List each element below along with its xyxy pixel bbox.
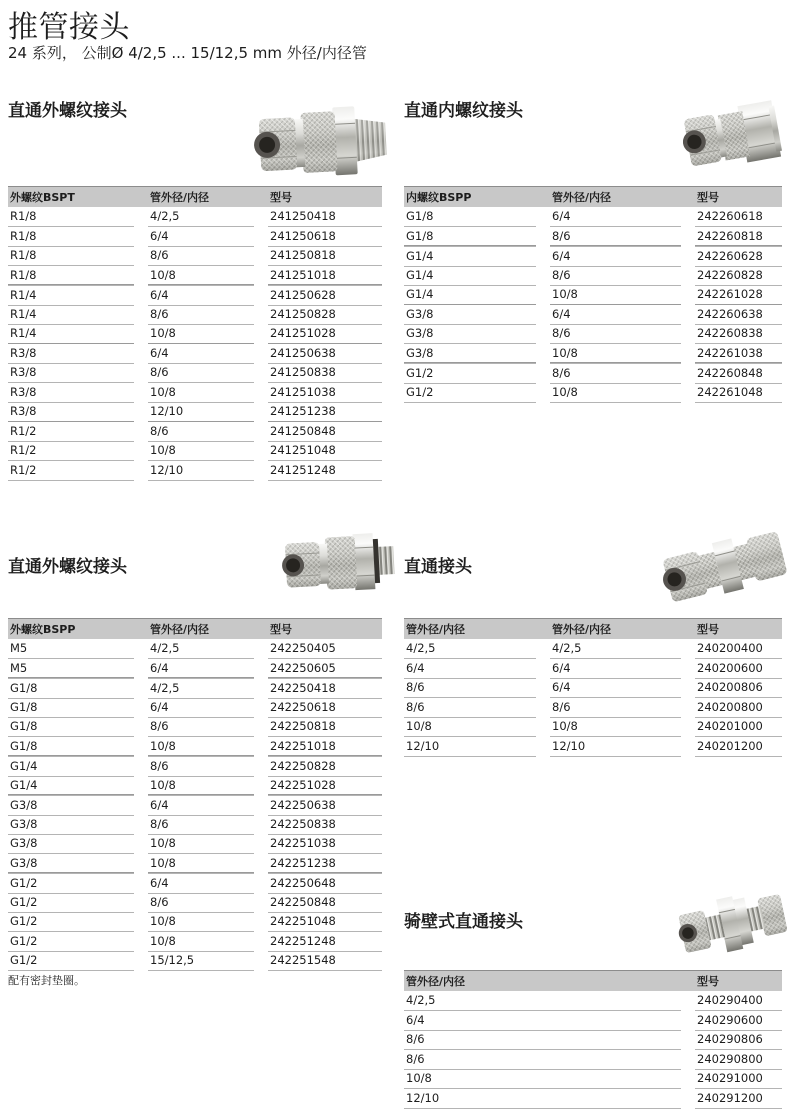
table-cell: G1/8	[8, 677, 134, 699]
table-cell: 242261038	[695, 343, 782, 364]
table-cell: G1/2	[8, 951, 134, 972]
products-table	[404, 618, 782, 756]
table-cell: M5	[8, 658, 134, 679]
table-row	[8, 659, 382, 679]
table-cell: 242251028	[268, 775, 382, 796]
table-cell: 6/4	[148, 658, 254, 679]
table-header-row	[404, 618, 782, 639]
table-cell: 6/4	[148, 794, 254, 816]
table-cell: R3/8	[8, 363, 134, 384]
table-cell: 10/8	[550, 343, 681, 364]
table-cell: 8/6	[550, 265, 681, 286]
table-row	[404, 227, 782, 247]
table-cell: G1/2	[404, 362, 536, 384]
table-row	[8, 324, 382, 344]
table-cell: 6/4	[550, 658, 681, 679]
table-row	[8, 344, 382, 364]
table-row	[404, 305, 782, 325]
table-cell: 6/4	[148, 872, 254, 894]
column-header: 型号	[697, 191, 719, 204]
section-straight-union	[404, 525, 782, 765]
table-cell: 240200800	[695, 697, 782, 718]
table-cell: 242260838	[695, 324, 782, 345]
table-cell: 12/10	[550, 736, 681, 757]
table-row	[404, 363, 782, 383]
table-cell: 8/6	[550, 362, 681, 384]
table-row	[404, 1050, 782, 1070]
table-cell: 242261048	[695, 382, 782, 403]
table-cell: 241251018	[268, 265, 382, 286]
table-cell: R1/2	[8, 441, 134, 462]
table-cell: 10/8	[148, 441, 254, 462]
table-cell: 8/6	[148, 421, 254, 443]
table-cell: G1/8	[404, 226, 536, 247]
table-row	[404, 383, 782, 403]
column-header: 管外径/内径	[406, 623, 466, 636]
table-row	[404, 659, 782, 679]
table-cell: 6/4	[148, 284, 254, 306]
table-cell: G1/4	[404, 285, 536, 306]
table-cell: 12/10	[148, 460, 254, 481]
table-cell: 242251038	[268, 834, 382, 855]
table-cell: 8/6	[404, 678, 536, 699]
table-row	[404, 1089, 782, 1109]
table-cell: 240200806	[695, 678, 782, 699]
table-cell: 8/6	[148, 814, 254, 835]
table-cell: 4/2,5	[550, 639, 681, 660]
table-cell: 242250638	[268, 794, 382, 816]
table-cell: G3/8	[8, 834, 134, 855]
table-cell: 6/4	[148, 343, 254, 365]
section-title: 骑壁式直通接头	[404, 912, 523, 932]
table-header-row	[8, 186, 382, 207]
table-cell: R1/4	[8, 284, 134, 306]
section-title: 直通接头	[404, 557, 472, 577]
table-cell: 6/4	[404, 1010, 681, 1031]
table-cell: G1/8	[8, 736, 134, 757]
table-row	[8, 678, 382, 698]
table-cell: 8/6	[404, 1049, 681, 1070]
table-row	[8, 951, 382, 971]
section-straight-male-bspt	[8, 96, 382, 496]
table-header-row	[404, 186, 782, 207]
table-cell: 8/6	[148, 755, 254, 777]
table-cell: 6/4	[550, 245, 681, 267]
table-row	[8, 285, 382, 305]
table-cell: 10/8	[550, 382, 681, 403]
table-row	[8, 776, 382, 796]
table-cell: R3/8	[8, 402, 134, 423]
table-cell: 241250618	[268, 226, 382, 247]
section-title: 直通外螺纹接头	[8, 557, 127, 577]
table-row	[8, 402, 382, 422]
table-cell: 240290806	[695, 1030, 782, 1051]
table-row	[8, 737, 382, 757]
column-header: 管外径/内径	[552, 191, 612, 204]
table-cell: 241250638	[268, 343, 382, 365]
page-title: 推管接头	[8, 10, 130, 45]
fitting-photo-bulkhead-union	[677, 887, 789, 960]
table-cell: G3/8	[404, 343, 536, 364]
table-cell: 8/6	[148, 892, 254, 913]
table-cell: G1/8	[8, 717, 134, 738]
column-header: 型号	[270, 623, 292, 636]
table-cell: G1/2	[8, 912, 134, 933]
table-row	[404, 266, 782, 286]
table-row	[404, 698, 782, 718]
column-header: 型号	[697, 623, 719, 636]
table-cell: 240200600	[695, 658, 782, 679]
table-cell: R1/8	[8, 265, 134, 286]
table-cell: R1/2	[8, 460, 134, 481]
table-cell: G3/8	[8, 814, 134, 835]
column-header: 管外径/内径	[150, 191, 210, 204]
table-cell: 8/6	[404, 697, 536, 718]
fitting-photo-male-bspp-seal	[280, 525, 396, 601]
table-cell: 241250848	[268, 421, 382, 443]
table-row	[8, 717, 382, 737]
column-header: 管外径/内径	[406, 975, 466, 988]
fitting-photo-union	[660, 527, 788, 607]
table-cell: 241251248	[268, 460, 382, 481]
table-cell: 10/8	[148, 324, 254, 345]
table-cell: 242250618	[268, 697, 382, 718]
table-row	[8, 363, 382, 383]
fitting-photo-male-bspt	[252, 96, 392, 188]
table-row	[8, 422, 382, 442]
table-cell: 241251038	[268, 382, 382, 403]
products-table	[404, 186, 782, 402]
table-row	[8, 441, 382, 461]
table-cell: 8/6	[550, 226, 681, 247]
table-cell: R1/2	[8, 421, 134, 443]
section-title: 直通内螺纹接头	[404, 101, 523, 121]
table-row	[8, 227, 382, 247]
table-cell: 241251048	[268, 441, 382, 462]
table-cell: 12/10	[404, 736, 536, 757]
table-row	[404, 991, 782, 1011]
table-row	[8, 912, 382, 932]
table-cell: 241250838	[268, 363, 382, 384]
table-cell: G3/8	[404, 304, 536, 326]
table-cell: 242260828	[695, 265, 782, 286]
table-cell: G1/8	[404, 207, 536, 228]
table-cell: 10/8	[148, 853, 254, 874]
column-header: 管外径/内径	[552, 623, 612, 636]
table-cell: G1/2	[8, 892, 134, 913]
table-row	[8, 834, 382, 854]
table-cell: R1/8	[8, 246, 134, 267]
table-cell: 242260638	[695, 304, 782, 326]
table-cell: M5	[8, 639, 134, 660]
table-cell: 242250848	[268, 892, 382, 913]
table-row	[8, 266, 382, 286]
table-cell: 8/6	[148, 246, 254, 267]
table-cell: 240200400	[695, 639, 782, 660]
table-cell: 240290400	[695, 991, 782, 1012]
table-cell: 10/8	[148, 775, 254, 796]
table-cell: 10/8	[148, 382, 254, 403]
table-row	[8, 246, 382, 266]
table-cell: G1/4	[404, 265, 536, 286]
table-cell: 8/6	[550, 324, 681, 345]
table-header-row	[8, 618, 382, 639]
table-cell: 240291200	[695, 1088, 782, 1109]
table-cell: 241250418	[268, 207, 382, 228]
table-row	[404, 324, 782, 344]
fitting-photo-female-bspp	[683, 96, 783, 176]
table-row	[8, 932, 382, 952]
table-cell: 242250418	[268, 677, 382, 699]
table-cell: 242261028	[695, 285, 782, 306]
table-row	[8, 207, 382, 227]
column-header: 外螺纹BSPP	[10, 623, 76, 636]
products-table	[8, 186, 382, 480]
table-cell: 6/4	[550, 304, 681, 326]
table-row	[8, 815, 382, 835]
table-cell: G1/4	[8, 775, 134, 796]
table-row	[8, 698, 382, 718]
table-cell: 242260628	[695, 245, 782, 267]
table-cell: 242260618	[695, 207, 782, 228]
table-cell: 6/4	[550, 207, 681, 228]
table-cell: R1/8	[8, 226, 134, 247]
table-row	[8, 305, 382, 325]
table-cell: 240290600	[695, 1010, 782, 1031]
table-cell: 10/8	[148, 736, 254, 757]
table-cell: 8/6	[148, 304, 254, 325]
table-cell: 8/6	[148, 363, 254, 384]
table-cell: 242251548	[268, 951, 382, 972]
table-cell: 8/6	[404, 1030, 681, 1051]
products-table	[8, 618, 382, 971]
table-cell: G1/4	[8, 755, 134, 777]
table-row	[8, 639, 382, 659]
table-cell: G1/2	[8, 931, 134, 952]
table-cell: 242251248	[268, 931, 382, 952]
table-row	[404, 285, 782, 305]
seal-footnote: 配有密封垫圈。	[8, 974, 85, 987]
section-bulkhead-union	[404, 885, 782, 1109]
table-cell: 242250838	[268, 814, 382, 835]
table-cell: 8/6	[550, 697, 681, 718]
table-cell: 6/4	[550, 678, 681, 699]
column-header: 内螺纹BSPP	[406, 191, 472, 204]
table-cell: 12/10	[148, 402, 254, 423]
table-cell: G1/2	[404, 382, 536, 403]
table-cell: 240291000	[695, 1069, 782, 1090]
column-header: 外螺纹BSPT	[10, 191, 75, 204]
table-cell: 10/8	[148, 912, 254, 933]
table-cell: 241250818	[268, 246, 382, 267]
table-cell: 242250605	[268, 658, 382, 679]
table-cell: 4/2,5	[148, 207, 254, 228]
table-row	[404, 678, 782, 698]
table-cell: 242251048	[268, 912, 382, 933]
table-row	[404, 344, 782, 364]
table-cell: G1/4	[404, 245, 536, 267]
table-cell: 241251238	[268, 402, 382, 423]
table-cell: 10/8	[404, 1069, 681, 1090]
table-row	[8, 756, 382, 776]
table-row	[8, 383, 382, 403]
table-row	[404, 207, 782, 227]
table-row	[404, 639, 782, 659]
table-cell: 242251238	[268, 853, 382, 874]
table-cell: G3/8	[404, 324, 536, 345]
table-cell: 15/12,5	[148, 951, 254, 972]
table-cell: 240290800	[695, 1049, 782, 1070]
table-cell: 6/4	[148, 226, 254, 247]
table-cell: 242251018	[268, 736, 382, 757]
table-cell: 241250828	[268, 304, 382, 325]
table-cell: 242260818	[695, 226, 782, 247]
products-table	[404, 970, 782, 1108]
section-title: 直通外螺纹接头	[8, 101, 127, 121]
table-cell: R3/8	[8, 382, 134, 403]
table-cell: 10/8	[148, 931, 254, 952]
table-cell: 241251028	[268, 324, 382, 345]
table-cell: R3/8	[8, 343, 134, 365]
table-cell: 4/2,5	[404, 991, 681, 1012]
table-cell: 242250828	[268, 755, 382, 777]
table-cell: 4/2,5	[148, 639, 254, 660]
table-row	[404, 737, 782, 757]
table-cell: 8/6	[148, 717, 254, 738]
column-header: 型号	[270, 191, 292, 204]
column-header: 管外径/内径	[150, 623, 210, 636]
table-row	[404, 1069, 782, 1089]
column-header: 型号	[697, 975, 719, 988]
table-row	[8, 795, 382, 815]
table-cell: 242250648	[268, 872, 382, 894]
table-cell: R1/8	[8, 207, 134, 228]
table-cell: 240201200	[695, 736, 782, 757]
table-row	[8, 854, 382, 874]
page-subtitle: 24 系列， 公制Ø 4/2,5 ... 15/12,5 mm 外径/内径管	[8, 44, 367, 62]
table-header-row	[404, 970, 782, 991]
table-cell: 6/4	[148, 697, 254, 718]
table-row	[404, 717, 782, 737]
table-cell: G3/8	[8, 794, 134, 816]
table-cell: 242260848	[695, 362, 782, 384]
table-cell: 242250818	[268, 717, 382, 738]
table-cell: R1/4	[8, 324, 134, 345]
table-cell: 241250628	[268, 284, 382, 306]
table-cell: 10/8	[404, 717, 536, 738]
table-cell: 4/2,5	[148, 677, 254, 699]
table-row	[404, 1030, 782, 1050]
section-straight-female-bspp	[404, 96, 782, 416]
table-cell: 10/8	[148, 265, 254, 286]
table-cell: 10/8	[148, 834, 254, 855]
table-cell: G3/8	[8, 853, 134, 874]
section-straight-male-bspp	[8, 525, 382, 995]
table-cell: R1/4	[8, 304, 134, 325]
table-cell: 242250405	[268, 639, 382, 660]
table-row	[8, 873, 382, 893]
table-row	[404, 246, 782, 266]
table-row	[8, 461, 382, 481]
table-row	[8, 893, 382, 913]
table-cell: 4/2,5	[404, 639, 536, 660]
table-cell: 12/10	[404, 1088, 681, 1109]
table-cell: 240201000	[695, 717, 782, 738]
table-cell: G1/2	[8, 872, 134, 894]
table-row	[404, 1011, 782, 1031]
table-cell: 6/4	[404, 658, 536, 679]
table-cell: G1/8	[8, 697, 134, 718]
table-cell: 10/8	[550, 285, 681, 306]
table-cell: 10/8	[550, 717, 681, 738]
